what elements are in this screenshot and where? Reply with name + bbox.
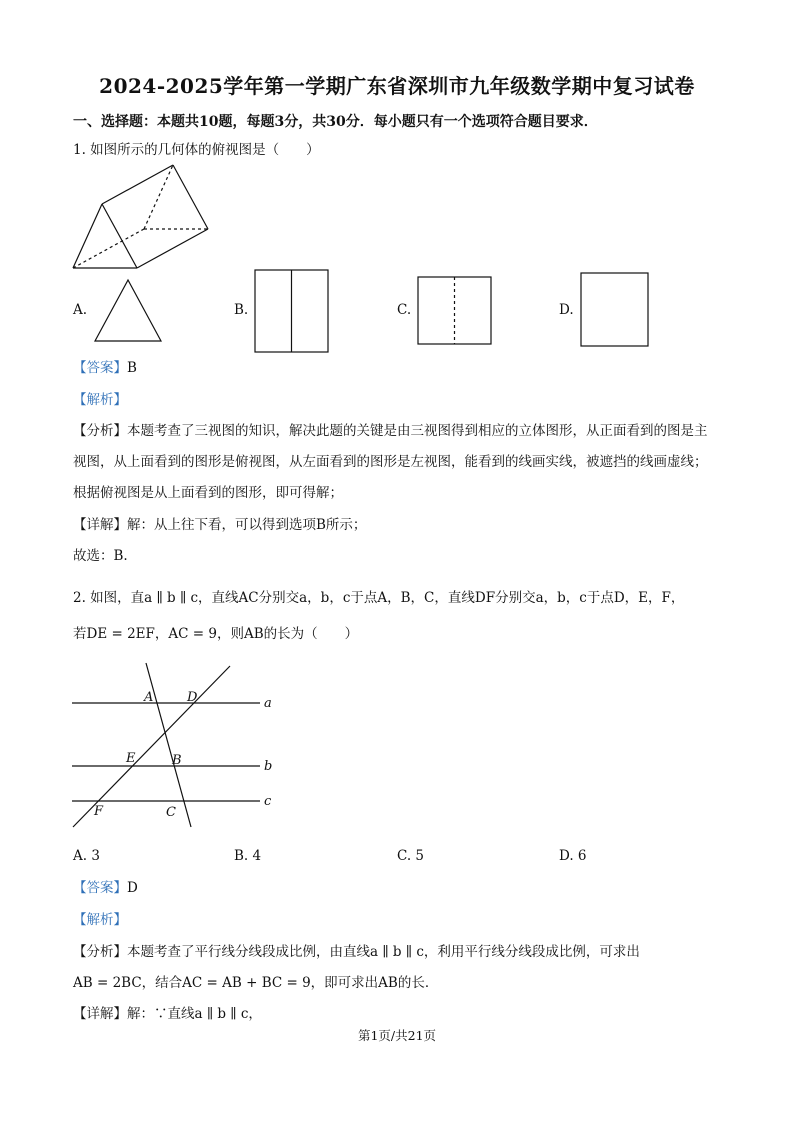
q1-option-d-label: D. [559,302,574,318]
answer-tag: 【答案】 [73,880,127,896]
label-A: A [144,690,154,705]
q1-analysis-tag: 【解析】 [73,392,127,408]
q1-fenxi-line3: 根据俯视图是从上面看到的图形，即可得解； [73,485,343,501]
prism-edge [173,165,208,229]
section-heading: 一、选择题：本题共10题，每题3分，共30分．每小题只有一个选项符合题目要求． [73,114,598,130]
answer-value: B [127,360,137,376]
label-E: E [126,751,136,766]
label-B: B [172,753,182,768]
page-title: 2024-2025学年第一学期广东省深圳市九年级数学期中复习试卷 [99,74,695,98]
q2-fenxi-line2: AB = 2BC，结合AC = AB + BC = 9，即可求出AB的长． [73,975,439,991]
q1-option-b-rectangles [254,269,330,353]
q1-option-d-square [580,272,650,348]
q1-option-c-rectangles [417,276,493,346]
q1-fenxi-line1 [73,421,708,441]
q2-option-c: C. 5 [397,848,425,864]
q1-answer [73,358,137,378]
detail-text: 解：从上往下看，可以得到选项B所示； [127,517,367,533]
q1-option-a-triangle [93,278,165,344]
label-C: C [166,805,176,820]
q2-stem-line2: 若DE = 2EF，AC = 9，则AB的长为（ ） [73,626,359,642]
fenxi-tag: 【分析】 [73,944,127,960]
fenxi-text: 本题考查了平行线分线段成比例，由直线a ∥ b ∥ c，利用平行线分线段成比例，可求出 [127,944,640,960]
answer-value: D [127,880,138,896]
q1-detail [73,515,366,535]
q2-detail [73,1004,262,1024]
q2-parallel-lines-figure [70,660,280,830]
q2-analysis-tag: 【解析】 [73,912,127,928]
prism-edge [73,204,102,268]
q2-option-b: B. 4 [234,848,262,864]
detail-tag: 【详解】 [73,517,127,533]
fenxi-text: 本题考查了三视图的知识，解决此题的关键是由三视图得到相应的立体图形，从正面看到的图是主 [127,423,708,439]
label-c: c [264,794,272,809]
prism-hidden-edge [144,165,173,229]
fenxi-tag: 【分析】 [73,423,127,439]
q2-option-a: A. 3 [73,848,100,864]
label-F: F [94,804,104,819]
page-footer: 第1页/共21页 [357,1028,437,1043]
label-D: D [187,690,198,705]
q1-prism-figure [70,160,210,272]
q1-stem: 1. 如图所示的几何体的俯视图是（ ） [73,142,320,158]
q1-option-a-label: A. [73,302,88,318]
prism-edge [137,229,208,268]
q2-answer [73,878,138,898]
detail-tag: 【详解】 [73,1006,127,1022]
detail-text: 解：∵直线a ∥ b ∥ c， [127,1006,262,1022]
answer-tag: 【答案】 [73,360,127,376]
q1-option-c-label: C. [397,302,412,318]
q1-choose: 故选：B. [73,548,128,564]
q1-option-b-label: B. [234,302,249,318]
q2-fenxi-line1 [73,942,640,962]
q2-stem-line1: 2. 如图，直a ∥ b ∥ c，直线AC分别交a，b，c于点A，B，C，直线DF分别交a，b，c于点D，E，F， [73,590,685,606]
q1-fenxi-line2: 视图，从上面看到的图形是俯视图，从左面看到的图形是左视图，能看到的线画实线，被遮挡的线画虚线； [73,454,708,470]
q2-option-d: D. 6 [559,848,587,864]
label-b: b [264,759,273,774]
prism-edge [102,165,173,204]
label-a: a [264,696,272,711]
